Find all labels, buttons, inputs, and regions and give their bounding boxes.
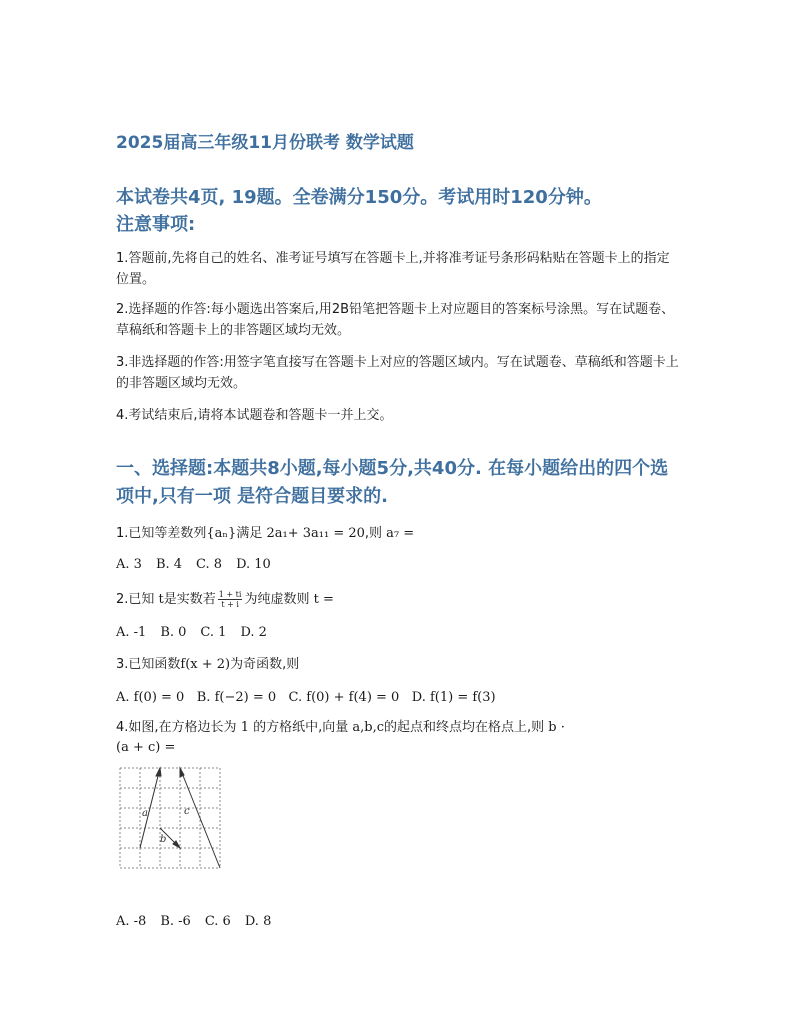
q4-option-c: C. 6 [204, 914, 231, 929]
q4-option-a: A. -8 [116, 914, 147, 929]
q2-fraction [218, 590, 243, 609]
q4-stem: 的起点和终点均在格点上,则 [384, 720, 545, 735]
section-heading: 一、选择题:本题共8小题,每小题5分,共40分. 在每小题给出的四个选项中,只有一项 是符合题目要求的. [116, 458, 669, 507]
question-3 [116, 655, 681, 675]
vector-a-arrowhead [156, 768, 161, 776]
exam-info [116, 184, 681, 238]
q2-stem: 是实数若 [163, 592, 216, 607]
q2-option-b: B. 0 [160, 625, 187, 640]
q4-option-d: D. 8 [244, 914, 272, 929]
vector-c-arrowhead [180, 768, 184, 777]
q3-stem: 3.已知函数 [116, 657, 181, 672]
q3-options [116, 688, 681, 708]
note-item: 2.选择题的作答:每小题选出答案后,用2B铅笔把答题卡上对应题目的答案标号涂黑。写在试题卷、草稿纸和答题卡上的非答题区域均无效。 [116, 302, 675, 338]
label-c: c [184, 806, 190, 817]
grid-lines [120, 768, 220, 868]
note-item: 4.考试结束后,请将本试题卷和答题卡一并上交。 [116, 408, 393, 423]
q1-option-a: A. 3 [116, 557, 142, 572]
q2-stem: 为纯虚数则 [244, 592, 310, 607]
q4-expression: b · [548, 720, 565, 735]
q4-option-b: B. -6 [160, 914, 191, 929]
q4-stem: 的方格纸中,向量 [253, 720, 349, 735]
q4-expression-cont: (a + c) = [116, 740, 176, 755]
q1-option-b: B. 4 [155, 557, 183, 572]
q1-equation: 2a₁+ 3a₁₁ = 20 [266, 526, 365, 541]
q1-stem: 1.已知等差数列 [116, 526, 207, 541]
q1-sequence: {aₙ} [206, 526, 237, 541]
q2-options [116, 623, 681, 643]
q4-value: 1 [240, 720, 249, 735]
q2-ask: t = [313, 592, 334, 607]
note-item: 1.答题前,先将自己的姓名、准考证号填写在答题卡上,并将准考证号条形码粘贴在答题卡上的指定位置。 [116, 251, 670, 287]
q3-stem: 为奇函数,则 [230, 657, 300, 672]
q2-option-a: A. -1 [116, 625, 147, 640]
q3-option-d: f(1) = f(3) [429, 690, 496, 705]
q2-stem: 2.已知 [116, 592, 155, 607]
q3-option-a: f(0) = 0 [133, 690, 185, 705]
q2-option-d: D. 2 [240, 625, 267, 640]
exam-info-line: 本试卷共4页, 19题。全卷满分150分。考试用时120分钟。 [116, 187, 602, 208]
q1-option-c: C. 8 [196, 557, 223, 572]
q3-option-c: f(0) + f(4) = 0 [306, 690, 400, 705]
q3-option-d-letter: D. [411, 690, 426, 705]
q3-option-a-letter: A. [116, 690, 130, 705]
notice-heading: 注意事项: [116, 214, 196, 235]
vector-grid-figure [116, 764, 228, 870]
q4-stem: 4.如图,在方格边长为 [116, 720, 237, 735]
q2-variable: t [158, 592, 164, 607]
q3-function: f(x + 2) [180, 657, 231, 672]
q3-option-c-letter: C. [288, 690, 303, 705]
q4-options [116, 912, 681, 932]
q1-ask: a₇ = [386, 526, 415, 541]
q3-option-b: f(−2) = 0 [214, 690, 277, 705]
page-title: 2025届高三年级11月份联考 数学试题 [116, 133, 414, 153]
label-b: b [160, 834, 167, 845]
question-1 [116, 524, 681, 544]
q2-fraction-denominator: t + i [221, 600, 239, 609]
label-a: a [142, 808, 148, 819]
q2-option-c: C. 1 [200, 625, 227, 640]
q3-option-b-letter: B. [196, 690, 211, 705]
q1-stem: ,则 [364, 526, 383, 541]
question-4 [116, 718, 681, 738]
q1-stem: 满足 [236, 526, 263, 541]
q1-options [116, 555, 681, 575]
q1-option-d: D. 10 [236, 557, 271, 572]
q2-fraction-numerator: 1 + ti [218, 590, 242, 599]
question-2 [116, 590, 681, 610]
note-item: 3.非选择题的作答:用签字笔直接写在答题卡上对应的答题区域内。写在试题卷、草稿纸和答题卡上的非答题区域均无效。 [116, 355, 679, 391]
q4-vectors: a,b,c [352, 720, 385, 735]
